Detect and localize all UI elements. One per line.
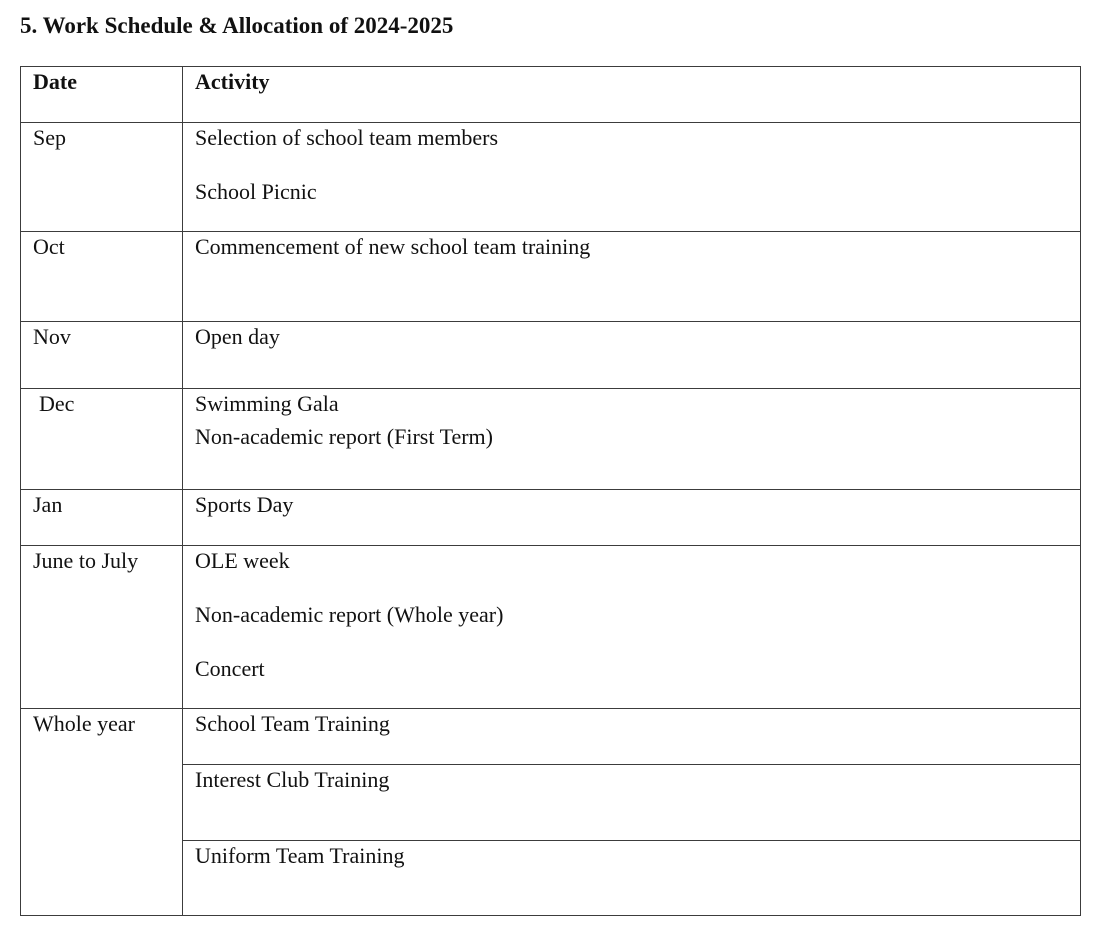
activity-cell: [183, 322, 1081, 389]
activity-item: Non-academic report (First Term): [195, 424, 493, 449]
activity-cell: [183, 841, 1081, 916]
date-column-header: Date: [21, 67, 183, 123]
date-cell: June to July: [21, 546, 183, 709]
date-cell: Dec: [21, 389, 183, 490]
table-row: [21, 389, 1081, 490]
table-row: [21, 709, 1081, 765]
activity-item: Selection of school team members: [195, 125, 499, 150]
table-row: [21, 232, 1081, 322]
document-heading: 5. Work Schedule & Allocation of 2024-2025: [20, 13, 454, 38]
activity-item: Commencement of new school team training: [195, 234, 591, 259]
activity-cell: [183, 709, 1081, 765]
date-cell: Nov: [21, 322, 183, 389]
activity-item: Swimming Gala: [195, 391, 339, 416]
date-cell: Sep: [21, 123, 183, 232]
table-row: [21, 546, 1081, 709]
date-cell: Jan: [21, 490, 183, 546]
activity-cell: [183, 765, 1081, 841]
activity-item: School Picnic: [195, 179, 317, 204]
activity-item: Open day: [195, 324, 280, 349]
table-row: [21, 322, 1081, 389]
activity-item: Sports Day: [195, 492, 294, 517]
activity-cell: [183, 546, 1081, 709]
work-schedule-table: [20, 66, 1081, 916]
activity-cell: [183, 389, 1081, 490]
date-cell: Oct: [21, 232, 183, 322]
activity-item: School Team Training: [195, 711, 390, 736]
table-row: [21, 490, 1081, 546]
activity-item: Uniform Team Training: [195, 843, 405, 868]
table-header-row: [21, 67, 1081, 123]
activity-cell: [183, 490, 1081, 546]
activity-item: OLE week: [195, 548, 290, 573]
activity-column-header: Activity: [183, 67, 1081, 123]
date-cell: Whole year: [21, 709, 183, 916]
activity-item: Interest Club Training: [195, 767, 390, 792]
activity-cell: [183, 232, 1081, 322]
activity-item: Concert: [195, 656, 265, 681]
table-row: [21, 123, 1081, 232]
activity-cell: [183, 123, 1081, 232]
activity-item: Non-academic report (Whole year): [195, 602, 504, 627]
